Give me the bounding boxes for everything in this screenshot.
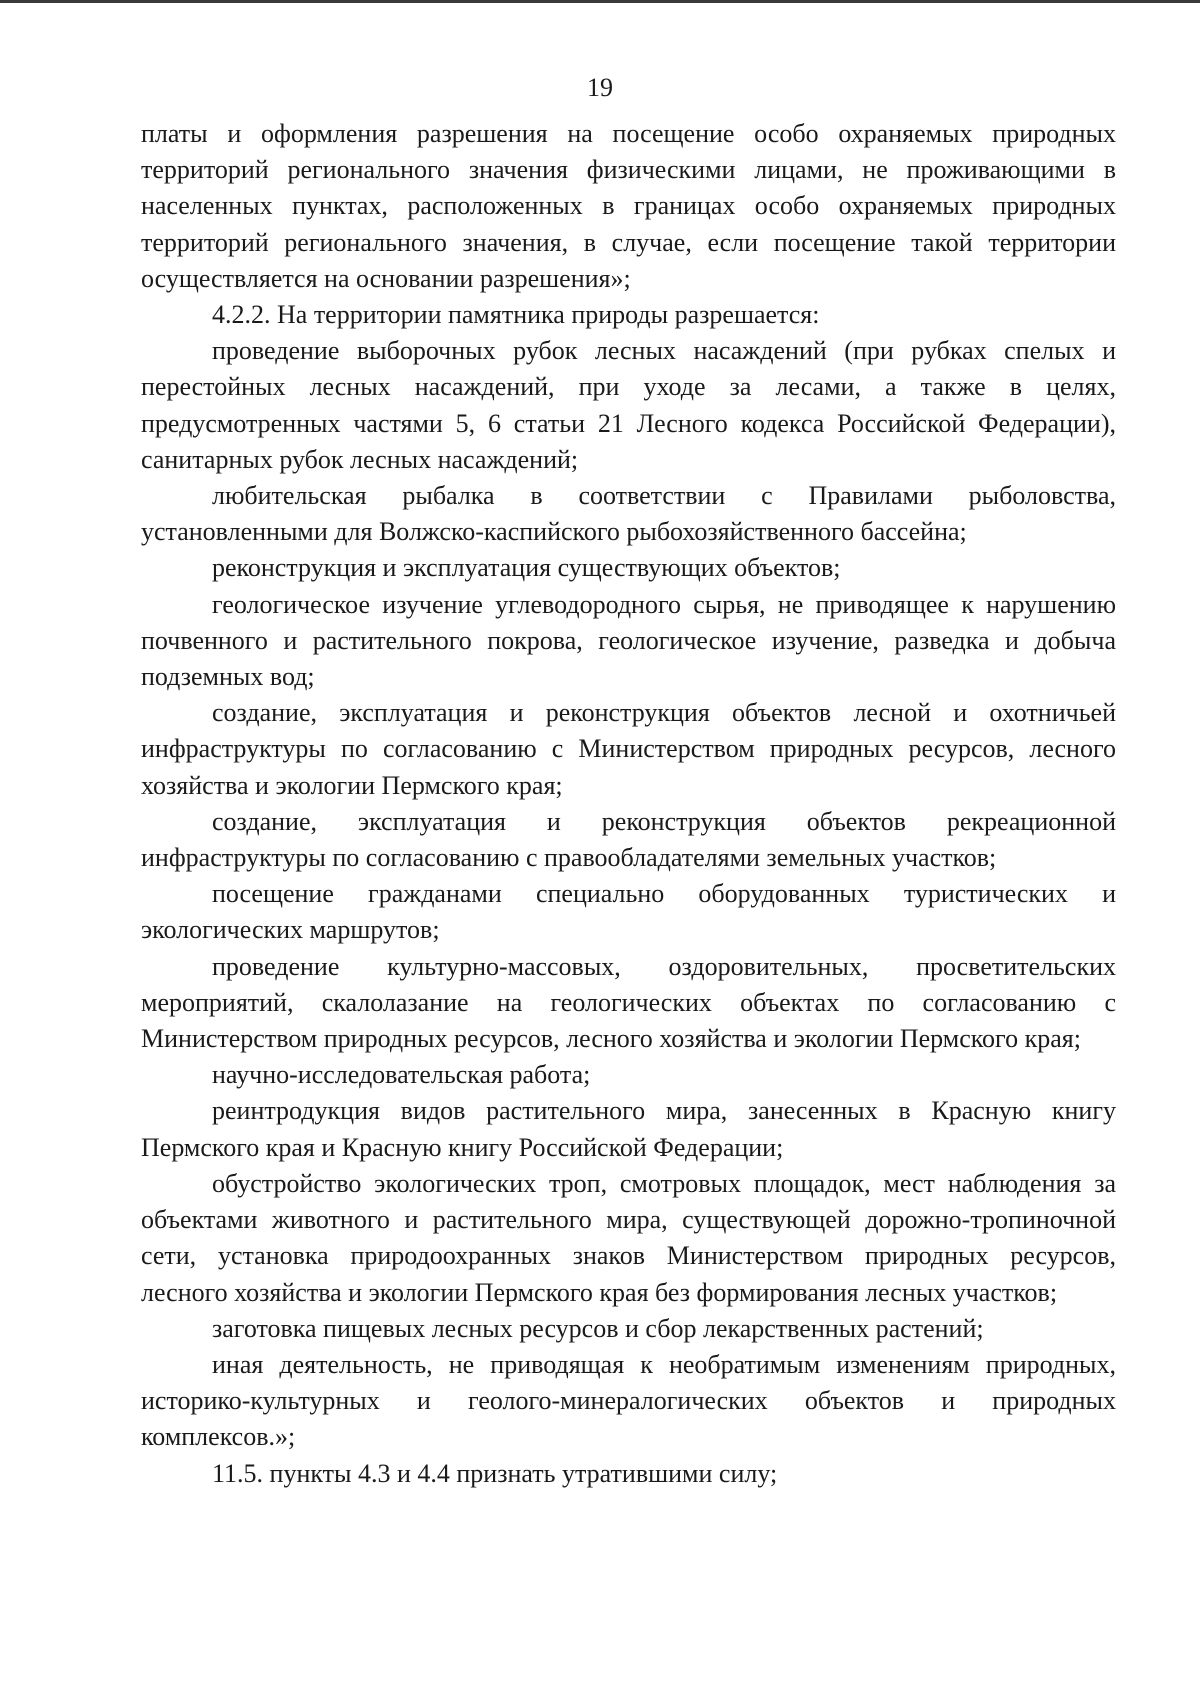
paragraph-clause-item: 11.5. пункты 4.3 и 4.4 признать утратившими силу; (212, 1458, 778, 1488)
paragraph-list-item: проведение культурно-массовых, оздоровительных, просветительских мероприятий, скалолазание на геологических объектах по согласованию с Министерством природных ресурсов, лесного хозяйства и экологии Пермского края; (141, 951, 1116, 1054)
paragraph-continuation: платы и оформления разрешения на посещение особо охраняемых природных территорий регионального значения физическими лицами, не проживающими в населенных пунктах, расположенных в границах особо охраняемых природных территорий регионального значения, в случае, если посещение такой территории осуществляется на основании разрешения»; (141, 119, 1116, 293)
paragraph-list-item: реконструкция и эксплуатация существующих объектов; (212, 553, 841, 583)
paragraph-list-item: проведение выборочных рубок лесных насаждений (при рубках спелых и перестойных лесных насаждений, при уходе за лесами, а также в целях, предусмотренных частями 5, 6 статьи 21 Лесного кодекса Российской Федерации), санитарных рубок лесных насаждений; (141, 336, 1116, 474)
paragraph-list-item: создание, эксплуатация и реконструкция объектов лесной и охотничьей инфраструктуры по согласованию с Министерством природных ресурсов, лесного хозяйства и экологии Пермского края; (141, 698, 1116, 800)
scan-top-edge (0, 0, 1200, 3)
page-number: 19 (587, 73, 613, 102)
document-body (141, 116, 1116, 1492)
paragraph-list-item: научно-исследовательская работа; (212, 1060, 591, 1090)
paragraph-list-item: заготовка пищевых лесных ресурсов и сбор лекарственных растений; (212, 1313, 984, 1343)
paragraph-list-item: любительская рыбалка в соответствии с Правилами рыболовства, установленными для Волжско-каспийского рыбохозяйственного бассейна; (141, 481, 1116, 547)
paragraph-list-item: иная деятельность, не приводящая к необратимым изменениям природных, историко-культурных и геолого-минералогических объектов и природных комплексов.»; (141, 1349, 1116, 1452)
paragraph-list-item: реинтродукция видов растительного мира, занесенных в Красную книгу Пермского края и Красную книгу Российской Федерации; (141, 1096, 1116, 1162)
paragraph-clause-heading: 4.2.2. На территории памятника природы разрешается: (212, 300, 820, 330)
paragraph-list-item: создание, эксплуатация и реконструкция объектов рекреационной инфраструктуры по согласованию с правообладателями земельных участков; (141, 806, 1116, 873)
paragraph-list-item: посещение гражданами специально оборудованных туристических и экологических маршрутов; (141, 879, 1116, 945)
paragraph-list-item: обустройство экологических троп, смотровых площадок, мест наблюдения за объектами животного и растительного мира, существующей дорожно-тропиночной сети, установка природоохранных знаков Министерством природных ресурсов, лесного хозяйства и экологии Пермского края без формирования лесных участков; (141, 1168, 1116, 1307)
paragraph-list-item: геологическое изучение углеводородного сырья, не приводящее к нарушению почвенного и растительного покрова, геологическое изучение, разведка и добыча подземных вод; (141, 589, 1116, 692)
